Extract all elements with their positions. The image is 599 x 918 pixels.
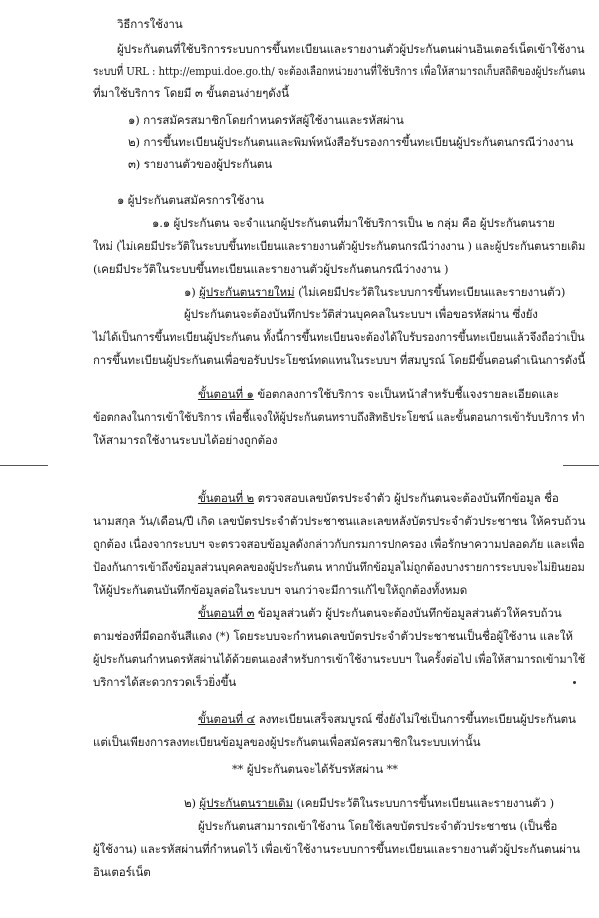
new-member-heading bbox=[184, 285, 565, 299]
overview-step-2: ๒) การขึ้นทะเบียนผู้ประกันตนและพิมพ์หนังสือรับรองการขึ้นทะเบียนผู้ประกันตนกรณีว่างงาน bbox=[128, 135, 574, 149]
intro-line-2: ระบบที่ URL : http://empui.doe.go.th/ จะต้องเลือกหน่วยงานที่ใช้บริการ เพื่อให้สามารถเก็บสถิติของผู้ประกันตน bbox=[93, 64, 585, 78]
old-member-line-3: อินเตอร์เน็ต bbox=[93, 865, 151, 879]
step-4-line-2: แต่เป็นเพียงการลงทะเบียนข้อมูลของผู้ประกันตนเพื่อสมัครสมาชิกในระบบเท่านั้น bbox=[93, 735, 481, 749]
old-member-label: ผู้ประกันตนรายเดิม bbox=[199, 796, 293, 810]
old-member-heading bbox=[184, 796, 554, 810]
step-2-label: ขั้นตอนที่ ๒ bbox=[198, 491, 255, 505]
document-title: วิธีการใช้งาน bbox=[117, 17, 183, 31]
step-4-text: ลงทะเบียนเสร็จสมบูรณ์ ซึ่งยังไม่ใช่เป็นการขึ้นทะเบียนผู้ประกันตน bbox=[258, 712, 576, 726]
step-4-line-1 bbox=[198, 712, 576, 726]
new-member-prefix: ๑) bbox=[184, 285, 196, 299]
step-1-line-3: ให้สามารถใช้งานระบบได้อย่างถูกต้อง bbox=[93, 433, 278, 447]
scan-speck bbox=[573, 681, 576, 684]
step-3-line-1 bbox=[198, 606, 562, 620]
section-1-1-line-2: ใหม่ (ไม่เคยมีประวัติในระบบขึ้นทะเบียนและรายงานตัวผู้ประกันตนกรณีว่างงาน ) และผู้ประกันตนรายเดิม bbox=[93, 239, 586, 253]
new-member-line-3: การขึ้นทะเบียนผู้ประกันตนเพื่อขอรับประโยชน์ทดแทนในระบบฯ ที่สมบูรณ์ โดยมีขั้นตอนดำเนินการดังนี้ bbox=[93, 353, 586, 367]
overview-step-1: ๑) การสมัครสมาชิกโดยกำหนดรหัสผู้ใช้งานและรหัสผ่าน bbox=[128, 113, 404, 127]
section-1-heading: ๑ ผู้ประกันตนสมัครการใช้งาน bbox=[117, 193, 264, 207]
old-member-line-2: ผู้ใช้งาน) และรหัสผ่านที่กำหนดไว้ เพื่อเข้าใช้งานระบบการขึ้นทะเบียนและรายงานตัวผู้ประกันตนผ่าน bbox=[93, 842, 580, 856]
step-1-line-1 bbox=[198, 387, 559, 401]
intro-line-3: ที่มาใช้บริการ โดยมี ๓ ขั้นตอนง่ายๆดังนี้ bbox=[93, 86, 289, 100]
step-3-line-2: ตามช่องที่มีดอกจันสีแดง (*) โดยระบบจะกำหนดเลขบัตรประจำตัวประชาชนเป็นชื่อผู้ใช้งาน และให้ bbox=[93, 629, 573, 643]
overview-step-3: ๓) รายงานตัวของผู้ประกันตน bbox=[128, 157, 273, 171]
step-2-line-1 bbox=[198, 491, 559, 505]
step-2-text: ตรวจสอบเลขบัตรประจำตัว ผู้ประกันตนจะต้องบันทึกข้อมูล ชื่อ bbox=[257, 491, 559, 505]
step-1-line-2: ข้อตกลงในการเข้าใช้บริการ เพื่อชี้แจงให้ผู้ประกันตนทราบถึงสิทธิประโยชน์ และขั้นตอนการเข้ารับบริการ ทำ bbox=[93, 410, 585, 424]
old-member-prefix: ๒) bbox=[184, 796, 196, 810]
step-1-label: ขั้นตอนที่ ๑ bbox=[198, 387, 254, 401]
new-member-label: ผู้ประกันตนรายใหม่ bbox=[199, 285, 295, 299]
step-3-label: ขั้นตอนที่ ๓ bbox=[198, 606, 255, 620]
step-2-line-4: ป้องกันการเข้าถึงข้อมูลส่วนบุคคลของผู้ประกันตน หากบันทึกข้อมูลไม่ถูกต้องบางรายการระบบจะไม่ยินยอม bbox=[93, 560, 585, 574]
scan-artifact-left bbox=[0, 465, 48, 466]
step-3-text: ข้อมูลส่วนตัว ผู้ประกันตนจะต้องบันทึกข้อมูลส่วนตัวให้ครบถ้วน bbox=[257, 606, 562, 620]
step-2-line-5: ให้ผู้ประกันตนบันทึกข้อมูลต่อในระบบฯ จนกว่าจะมีการแก้ไขให้ถูกต้องทั้งหมด bbox=[93, 583, 468, 597]
new-member-line-1: ผู้ประกันตนจะต้องบันทึกประวัติส่วนบุคคลในระบบฯ เพื่อขอรหัสผ่าน ซึ่งยัง bbox=[184, 307, 538, 321]
step-3-line-3: ผู้ประกันตนกำหนดรหัสผ่านได้ด้วยตนเองสำหรับการเข้าใช้งานระบบฯ ในครั้งต่อไป เพื่อให้สามารถเข้ามาใช้ bbox=[93, 652, 586, 666]
section-1-1-line-3: (เคยมีประวัติในระบบขึ้นทะเบียนและรายงานตัวผู้ประกันตนกรณีว่างงาน ) bbox=[93, 262, 449, 276]
step-2-line-3: ถูกต้อง เนื่องจากระบบฯ จะตรวจสอบข้อมูลดังกล่าวกับกรมการปกครอง เพื่อรักษาความปลอดภัย และเพื่อ bbox=[93, 537, 585, 551]
new-member-line-2: ไม่ได้เป็นการขึ้นทะเบียนผู้ประกันตน ทั้งนี้การขึ้นทะเบียนจะต้องได้ใบรับรองการขึ้นทะเบียนแล้วจึงถือว่าเป็น bbox=[93, 330, 585, 344]
step-1-text: ข้อตกลงการใช้บริการ จะเป็นหน้าสำหรับชี้แจงรายละเอียดและ bbox=[257, 387, 559, 401]
step-2-line-2: นามสกุล วัน/เดือน/ปี เกิด เลขบัตรประจำตัวประชาชนและเลขหลังบัตรประจำตัวประชาชน ให้ครบถ้วน bbox=[93, 514, 586, 528]
step-4-label: ขั้นตอนที่ ๔ bbox=[198, 712, 256, 726]
scan-artifact-right bbox=[563, 465, 599, 466]
password-note: ** ผู้ประกันตนจะได้รับรหัสผ่าน ** bbox=[232, 762, 398, 776]
old-member-note: (เคยมีประวัติในระบบการขึ้นทะเบียนและรายงานตัว ) bbox=[296, 796, 555, 810]
section-1-1-line-1: ๑.๑ ผู้ประกันตน จะจำแนกผู้ประกันตนที่มาใช้บริการเป็น ๒ กลุ่ม คือ ผู้ประกันตนราย bbox=[152, 216, 555, 230]
intro-line-1: ผู้ประกันตนที่ใช้บริการระบบการขึ้นทะเบียนและรายงานตัวผู้ประกันตนผ่านอินเตอร์เน็ตเข้าใช้งาน bbox=[117, 42, 585, 56]
new-member-note: (ไม่เคยมีประวัติในระบบการขึ้นทะเบียนและรายงานตัว) bbox=[298, 285, 566, 299]
step-3-line-4: บริการได้สะดวกรวดเร็วยิ่งขึ้น bbox=[93, 675, 237, 689]
old-member-line-1: ผู้ประกันตนสามารถเข้าใช้งาน โดยใช้เลขบัตรประจำตัวประชาชน (เป็นชื่อ bbox=[198, 819, 558, 833]
